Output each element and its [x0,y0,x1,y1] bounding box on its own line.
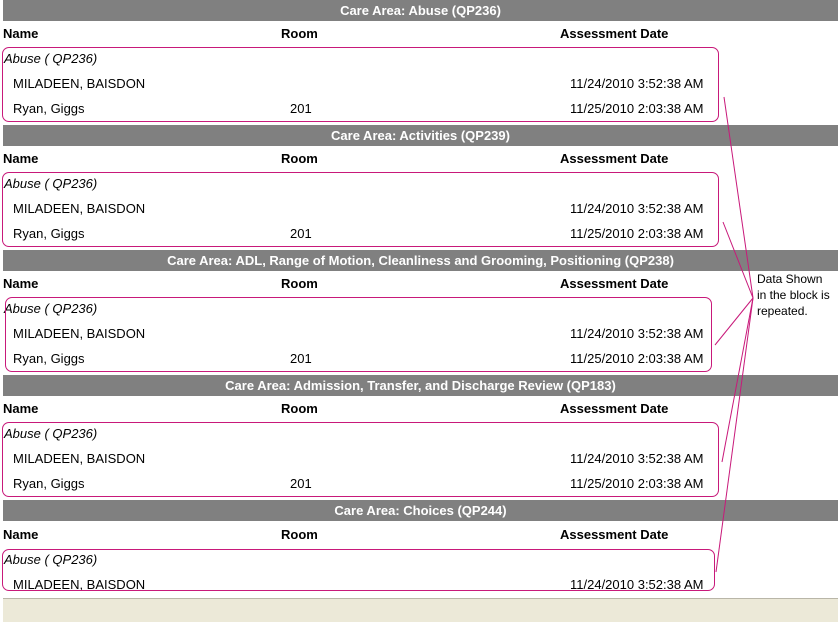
cell-name: MILADEEN, BAISDON [13,577,146,592]
section-header: Care Area: Activities (QP239) [3,125,838,146]
column-header-room: Room [281,401,318,416]
cell-date: 11/24/2010 3:52:38 AM [570,76,704,91]
cell-name: Ryan, Giggs [13,226,85,241]
column-header-date: Assessment Date [560,401,669,416]
group-label: Abuse ( QP236) [4,426,98,441]
cell-date: 11/25/2010 2:03:38 AM [570,351,704,366]
column-header-room: Room [281,527,318,542]
cell-name: MILADEEN, BAISDON [13,451,146,466]
care-area-section [0,125,838,250]
column-header-room: Room [281,151,318,166]
section-header: Care Area: ADL, Range of Motion, Cleanliness and Grooming, Positioning (QP238) [3,250,838,271]
cell-name: Ryan, Giggs [13,101,85,116]
column-header-name: Name [3,527,39,542]
repeated-block-outline [2,549,715,591]
cell-room: 201 [290,226,312,241]
group-label: Abuse ( QP236) [4,301,98,316]
column-header-name: Name [3,26,39,41]
cell-room: 201 [290,351,312,366]
cell-date: 11/25/2010 2:03:38 AM [570,101,704,116]
column-header-date: Assessment Date [560,527,669,542]
bottom-status-bar [3,598,838,622]
cell-name: Ryan, Giggs [13,351,85,366]
care-area-section [0,0,838,125]
section-header: Care Area: Abuse (QP236) [3,0,838,21]
cell-room: 201 [290,476,312,491]
section-header: Care Area: Admission, Transfer, and Discharge Review (QP183) [3,375,838,396]
care-area-section [0,375,838,500]
annotation-callout: Data Shown in the block is repeated. [755,271,837,327]
cell-name: MILADEEN, BAISDON [13,76,146,91]
cell-date: 11/24/2010 3:52:38 AM [570,201,704,216]
cell-date: 11/25/2010 2:03:38 AM [570,226,704,241]
column-header-room: Room [281,276,318,291]
repeated-block-outline [5,297,712,372]
cell-name: MILADEEN, BAISDON [13,326,146,341]
column-header-date: Assessment Date [560,276,669,291]
repeated-block-outline [2,47,719,122]
cell-date: 11/25/2010 2:03:38 AM [570,476,704,491]
section-header: Care Area: Choices (QP244) [3,500,838,521]
repeated-block-outline [2,172,719,247]
cell-name: Ryan, Giggs [13,476,85,491]
column-header-room: Room [281,26,318,41]
repeated-block-outline [2,422,719,497]
column-header-name: Name [3,401,39,416]
column-header-name: Name [3,151,39,166]
cell-date: 11/24/2010 3:52:38 AM [570,326,704,341]
cell-date: 11/24/2010 3:52:38 AM [570,577,704,592]
group-label: Abuse ( QP236) [4,552,98,567]
group-label: Abuse ( QP236) [4,51,98,66]
cell-date: 11/24/2010 3:52:38 AM [570,451,704,466]
column-header-date: Assessment Date [560,151,669,166]
cell-name: MILADEEN, BAISDON [13,201,146,216]
column-header-name: Name [3,276,39,291]
column-header-date: Assessment Date [560,26,669,41]
care-area-section [0,250,838,375]
cell-room: 201 [290,101,312,116]
group-label: Abuse ( QP236) [4,176,98,191]
